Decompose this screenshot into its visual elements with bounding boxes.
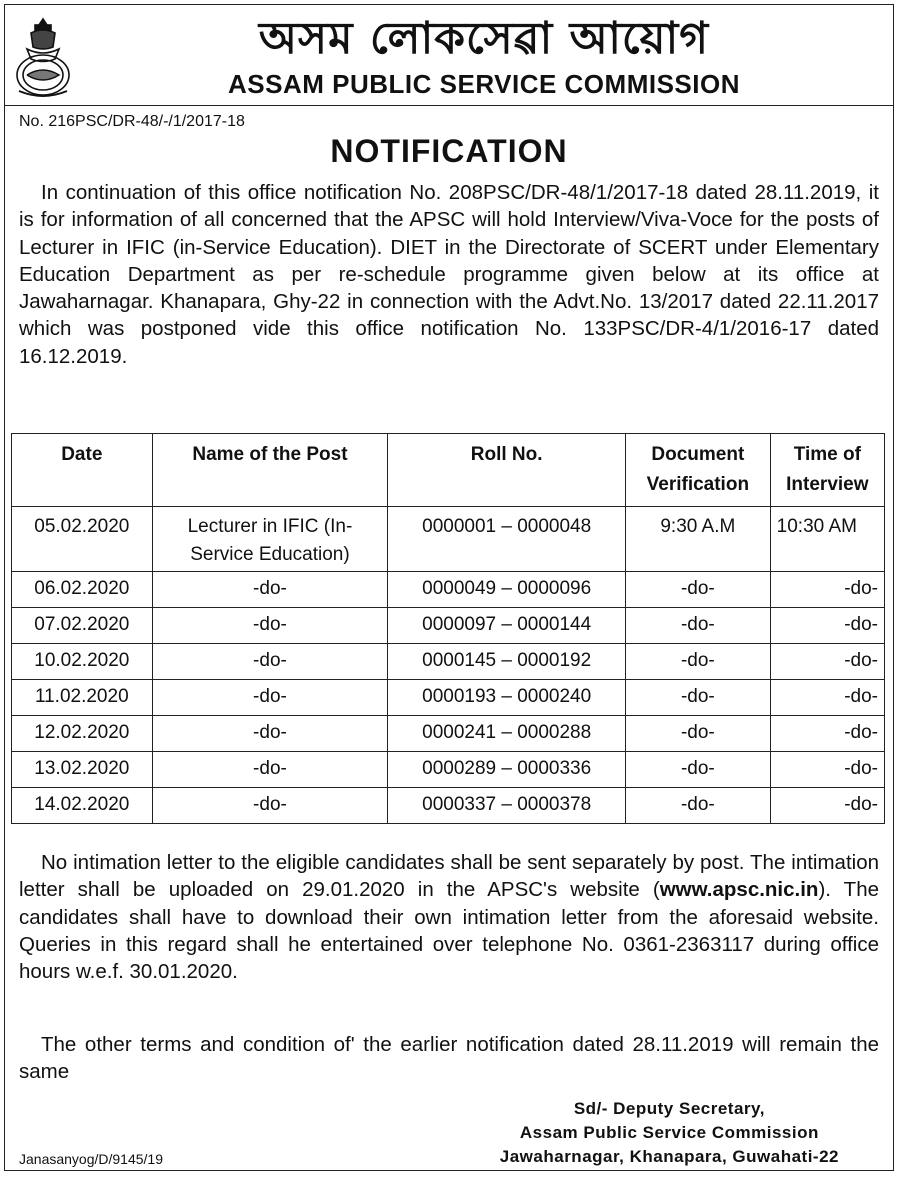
cell-date: 05.02.2020 (12, 507, 153, 572)
intimation-text-before-url: No intimation letter to the eligible candidates shall be sent separately by post. The intimation letter shall be uploaded on 29.01.2020 in the APSC's website ( (19, 851, 879, 902)
cell-roll: 0000337 – 0000378 (388, 788, 626, 824)
cell-time: -do- (770, 752, 884, 788)
cell-time: -do- (770, 680, 884, 716)
cell-time: -do- (770, 788, 884, 824)
intimation-paragraph (19, 849, 879, 985)
assam-government-emblem-icon (11, 13, 75, 99)
cell-document-verification: -do- (626, 644, 771, 680)
cell-roll: 0000145 – 0000192 (388, 644, 626, 680)
table-row (12, 680, 885, 716)
cell-roll: 0000193 – 0000240 (388, 680, 626, 716)
header-post: Name of the Post (152, 434, 388, 507)
header-doc-line1: Document (651, 444, 745, 465)
header-roll: Roll No. (388, 434, 626, 507)
table-row (12, 788, 885, 824)
reference-number: No. 216PSC/DR-48/-/1/2017-18 (19, 113, 245, 130)
cell-time: -do- (770, 608, 884, 644)
cell-document-verification: -do- (626, 608, 771, 644)
header-time-line2: Interview (786, 474, 869, 495)
cell-time: -do- (770, 572, 884, 608)
cell-document-verification: -do- (626, 788, 771, 824)
cell-post: -do- (152, 680, 388, 716)
signature-line1: Sd/- Deputy Secretary, (573, 1099, 765, 1118)
notification-heading: NOTIFICATION (330, 133, 568, 169)
table-row (12, 752, 885, 788)
header-doc-line2: Verification (646, 474, 750, 495)
table-row (12, 507, 885, 572)
table-row (12, 644, 885, 680)
cell-post: -do- (152, 716, 388, 752)
cell-time: -do- (770, 716, 884, 752)
header-document-verification (626, 434, 771, 507)
publicity-code: Janasanyog/D/9145/19 (19, 1151, 163, 1167)
intimation-text-after-url: ). The candidates shall have to download their own intimation letter from the aforesaid website. Queries in this regard shall he entertained over telephone No. 0361-2363117 during office hours w.e.f. 30.01.2020. (19, 878, 880, 984)
apsc-website-link[interactable]: www.apsc.nic.in (659, 878, 819, 902)
cell-document-verification: -do- (626, 716, 771, 752)
table-row (12, 608, 885, 644)
notification-page (4, 4, 894, 1171)
table-header-row (12, 434, 885, 507)
cell-roll: 0000049 – 0000096 (388, 572, 626, 608)
letterhead (5, 5, 893, 106)
commission-title-english: ASSAM PUBLIC SERVICE COMMISSION (228, 69, 740, 99)
cell-post: -do- (152, 572, 388, 608)
cell-date: 14.02.2020 (12, 788, 153, 824)
cell-date: 10.02.2020 (12, 644, 153, 680)
cell-document-verification: -do- (626, 680, 771, 716)
cell-time: -do- (770, 644, 884, 680)
cell-post-line2: Service Education) (190, 544, 350, 565)
header-time-line1: Time of (793, 444, 861, 465)
table-row (12, 716, 885, 752)
cell-post-line1: Lecturer in IFIC (In- (187, 516, 353, 537)
cell-roll: 0000289 – 0000336 (388, 752, 626, 788)
commission-title-bengali: অসম লোকসেৱা আয়োগ (258, 13, 710, 64)
cell-date: 07.02.2020 (12, 608, 153, 644)
cell-time: 10:30 AM (770, 507, 884, 572)
cell-post (152, 507, 388, 572)
cell-roll: 0000241 – 0000288 (388, 716, 626, 752)
cell-post: -do- (152, 608, 388, 644)
cell-post: -do- (152, 644, 388, 680)
cell-post: -do- (152, 788, 388, 824)
signature-block (500, 1097, 839, 1169)
terms-paragraph: The other terms and condition of' the earlier notification dated 28.11.2019 will remain the same (19, 1033, 879, 1084)
interview-schedule-table (11, 433, 885, 824)
signature-line2: Assam Public Service Commission (519, 1123, 819, 1142)
intro-paragraph: In continuation of this office notification No. 208PSC/DR-48/1/2017-18 dated 28.11.2019, it is for information of all concerned that the APSC will hold Interview/Viva-Voce for the posts of Lecturer in IFIC (in-Service Education). DIET in the Directorate of SCERT under Elementary Education Department as per re-schedule programme given below at its office at Jawaharnagar. Khanapara, Ghy-22 in connection with the Advt.No. 13/2017 dated 22.11.2017 which was postponed vide this office notification No. 133PSC/DR-4/1/2016-17 dated 16.12.2019. (19, 181, 879, 368)
cell-date: 12.02.2020 (12, 716, 153, 752)
cell-date: 11.02.2020 (12, 680, 153, 716)
cell-date: 13.02.2020 (12, 752, 153, 788)
table-row (12, 572, 885, 608)
cell-roll: 0000001 – 0000048 (388, 507, 626, 572)
signature-line3: Jawaharnagar, Khanapara, Guwahati-22 (499, 1147, 839, 1166)
header-date: Date (12, 434, 153, 507)
header-time-of-interview (770, 434, 884, 507)
cell-date: 06.02.2020 (12, 572, 153, 608)
cell-document-verification: 9:30 A.M (626, 507, 771, 572)
cell-post: -do- (152, 752, 388, 788)
cell-roll: 0000097 – 0000144 (388, 608, 626, 644)
cell-document-verification: -do- (626, 572, 771, 608)
cell-document-verification: -do- (626, 752, 771, 788)
